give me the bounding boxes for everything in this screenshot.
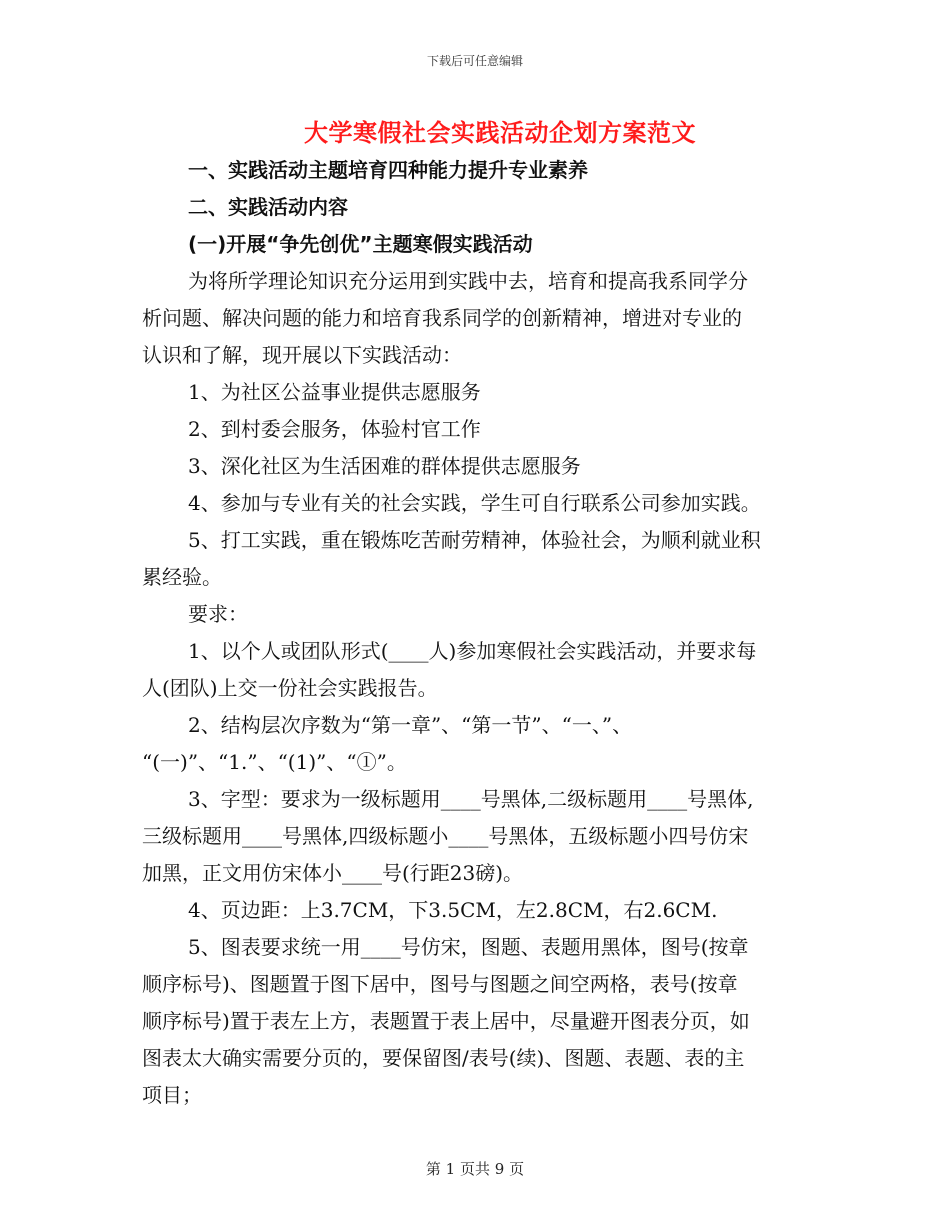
requirement-item: 3、字型：要求为一级标题用____号黑体,二级标题用____号黑体, [188, 787, 754, 811]
list-item-continuation: 累经验。 [142, 565, 222, 589]
requirement-item: 1、以个人或团队形式(____人)参加寒假社会实践活动，并要求每 [188, 639, 757, 663]
list-item: 3、深化社区为生活困难的群体提供志愿服务 [188, 454, 581, 478]
requirement-item-continuation: 顺序标号)置于表左上方，表题置于表上居中，尽量避开图表分页，如 [142, 1009, 750, 1033]
requirement-item: 5、图表要求统一用____号仿宋，图题、表题用黑体，图号(按章 [188, 935, 749, 959]
document-title: 大学寒假社会实践活动企划方案范文 [304, 118, 696, 147]
paragraph-line: 析问题、解决问题的能力和培育我系同学的创新精神，增进对专业的 [142, 306, 742, 330]
page-footer: 第 1 页共 9 页 [425, 1160, 525, 1178]
requirement-item-continuation: 项目； [142, 1083, 202, 1107]
requirement-item: 4、页边距：上3.7CM，下3.5CM，左2.8CM，右2.6CM. [188, 898, 718, 922]
list-item: 4、参加与专业有关的社会实践，学生可自行联系公司参加实践。 [188, 491, 761, 515]
header-note: 下载后可任意编辑 [426, 54, 523, 68]
paragraph-line: 为将所学理论知识充分运用到实践中去，培育和提高我系同学分 [188, 269, 748, 293]
paragraph-line: 认识和了解，现开展以下实践活动： [142, 343, 462, 367]
requirement-item-continuation: 顺序标号)、图题置于图下居中，图号与图题之间空两格，表号(按章 [142, 972, 738, 996]
list-item: 5、打工实践，重在锻炼吃苦耐劳精神，体验社会，为顺利就业积 [188, 528, 761, 552]
requirement-item-continuation: 人(团队)上交一份社会实践报告。 [142, 676, 438, 700]
subsection-heading: (一)开展“争先创优”主题寒假实践活动 [188, 232, 533, 256]
requirements-label: 要求： [188, 602, 248, 626]
section-heading-1: 一、实践活动主题培育四种能力提升专业素养 [188, 158, 588, 182]
list-item: 1、为社区公益事业提供志愿服务 [188, 380, 481, 404]
requirement-item-continuation: “(一)”、“1.”、“(1)”、“①”。 [142, 750, 407, 774]
document-body [142, 152, 806, 1114]
requirement-item-continuation: 图表太大确实需要分页的，要保留图/表号(续)、图题、表题、表的主 [142, 1046, 745, 1070]
requirement-item-continuation: 三级标题用____号黑体,四级标题小____号黑体，五级标题小四号仿宋 [142, 824, 749, 848]
list-item: 2、到村委会服务，体验村官工作 [188, 417, 481, 441]
requirement-item: 2、结构层次序数为“第一章”、“第一节”、“一、”、 [188, 713, 633, 737]
requirement-item-continuation: 加黑，正文用仿宋体小____号(行距23磅)。 [142, 861, 524, 885]
section-heading-2: 二、实践活动内容 [188, 195, 348, 219]
